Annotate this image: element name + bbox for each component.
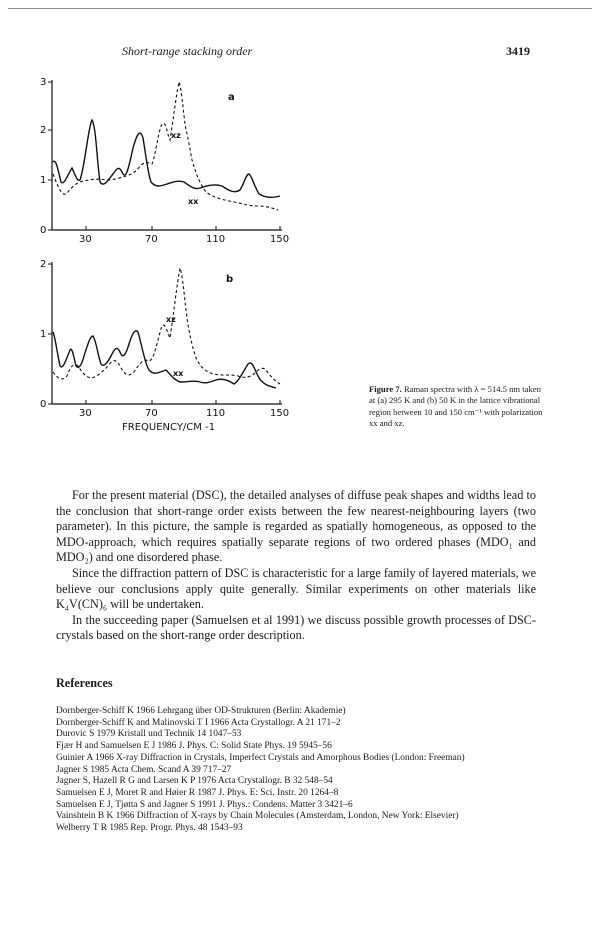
panel-a-x-tick: 70	[145, 234, 158, 245]
panel-a-xz-label: xz	[171, 131, 181, 140]
panel-b-x-tick: 30	[79, 408, 92, 419]
panel-b-x-tick: 150	[270, 408, 290, 419]
figure-caption	[369, 384, 547, 430]
running-head: Short-range stacking order	[122, 44, 253, 58]
reference-item: Jagner S, Hazell R G and Larsen K P 1976 Acta Crystallogr. B 32 548–54	[56, 776, 333, 787]
panel-b	[40, 259, 289, 433]
panel-b-x-tick: 110	[206, 408, 226, 419]
references-heading: References	[56, 676, 113, 690]
panel-b-xz-label: xz	[166, 315, 176, 324]
reference-item: Durovic S 1979 Kristall und Technik 14 1047–53	[56, 729, 242, 740]
panel-a-x-tick: 110	[206, 234, 226, 245]
reference-item: Dornberger-Schiff K 1966 Lehrgang über OD-Strukturen (Berlin: Akademie)	[56, 706, 346, 716]
panel-b-y-tick: 2	[40, 259, 47, 270]
figure-raman-spectra	[30, 70, 300, 440]
panel-a-x-tick: 30	[79, 234, 92, 245]
panel-a-xx-label: xx	[188, 197, 199, 206]
references-list	[56, 706, 546, 835]
panel-b-y-tick: 1	[40, 329, 47, 340]
reference-item: Samuelsen E J, Moret R and Høier R 1987 J. Phys. E: Sci. Instr. 20 1264–8	[56, 787, 339, 798]
reference-item: Samuelsen E J, Tjøtta S and Jagner S 1991 J. Phys.: Condens. Matter 3 3421–6	[56, 799, 353, 810]
panel-a-y-tick: 0	[40, 225, 47, 236]
reference-item: Jagner S 1985 Acta Chem. Scand A 39 717–27	[56, 764, 232, 775]
panel-b-xx-curve	[53, 331, 276, 388]
panel-b-x-tick: 70	[145, 408, 158, 419]
panel-b-y-tick: 0	[40, 399, 47, 410]
panel-a-label: a	[228, 92, 235, 103]
body-text	[56, 488, 536, 644]
reference-item: Dornberger-Schiff K and Malinovski T I 1966 Acta Crystallogr. A 21 171–2	[56, 717, 341, 728]
paragraph: In the succeeding paper (Samuelsen et al 1991) we discuss possible growth processes of DSC-crystals based on the short-range order description.	[56, 612, 536, 643]
caption-text: Raman spectra with λ = 514.5 nm taken at (a) 295 K and (b) 50 K in the lattice vibrational region between 10 and 150 cm⁻¹ with polarization xx and xz.	[369, 384, 543, 429]
paragraph: For the present material (DSC), the detailed analyses of diffuse peak shapes and widths lead to the conclusion that short-range order exists between the few nearest-neighbouring layers (two parameter). In this picture, the sample is regarded as spatially homogeneous, as opposed to the MDO-approach, which requires spatially separate regions of two ordered phases (MDO₁ and MDO₂) and one disordered phase.	[56, 488, 536, 565]
panel-b-label: b	[226, 274, 234, 285]
panel-a	[40, 77, 289, 245]
reference-item: Welberry T R 1985 Rep. Progr. Phys. 48 1543–93	[56, 823, 243, 834]
panel-a-y-tick: 1	[40, 175, 47, 186]
panel-a-y-tick: 3	[40, 77, 47, 88]
paragraph: Since the diffraction pattern of DSC is characteristic for a large family of layered materials, we believe our conclusions apply quite generally. Similar experiments on other materials like K₄V(CN)₆ will be undertaken.	[56, 565, 536, 612]
reference-item: Guinier A 1966 X-ray Diffraction in Crystals, Imperfect Crystals and Amorphous Bodies (London: Freeman)	[56, 752, 465, 763]
panel-b-xx-label: xx	[173, 369, 184, 378]
panel-a-xx-curve	[53, 120, 280, 197]
panel-a-x-tick: 150	[270, 234, 290, 245]
reference-item: Vainshtein B K 1966 Diffraction of X-rays by Chain Molecules (Amsterdam, London, New York: Elsevier)	[56, 811, 459, 822]
reference-item: Fjær H and Samuelsen E J 1986 J. Phys. C: Solid State Phys. 19 5945–56	[56, 741, 332, 752]
panel-a-y-tick: 2	[40, 125, 47, 136]
x-axis-label: FREQUENCY/CM -1	[122, 422, 216, 433]
page-number: 3419	[506, 44, 530, 58]
page-top-rule	[8, 8, 592, 9]
caption-title: Figure 7.	[369, 384, 402, 394]
